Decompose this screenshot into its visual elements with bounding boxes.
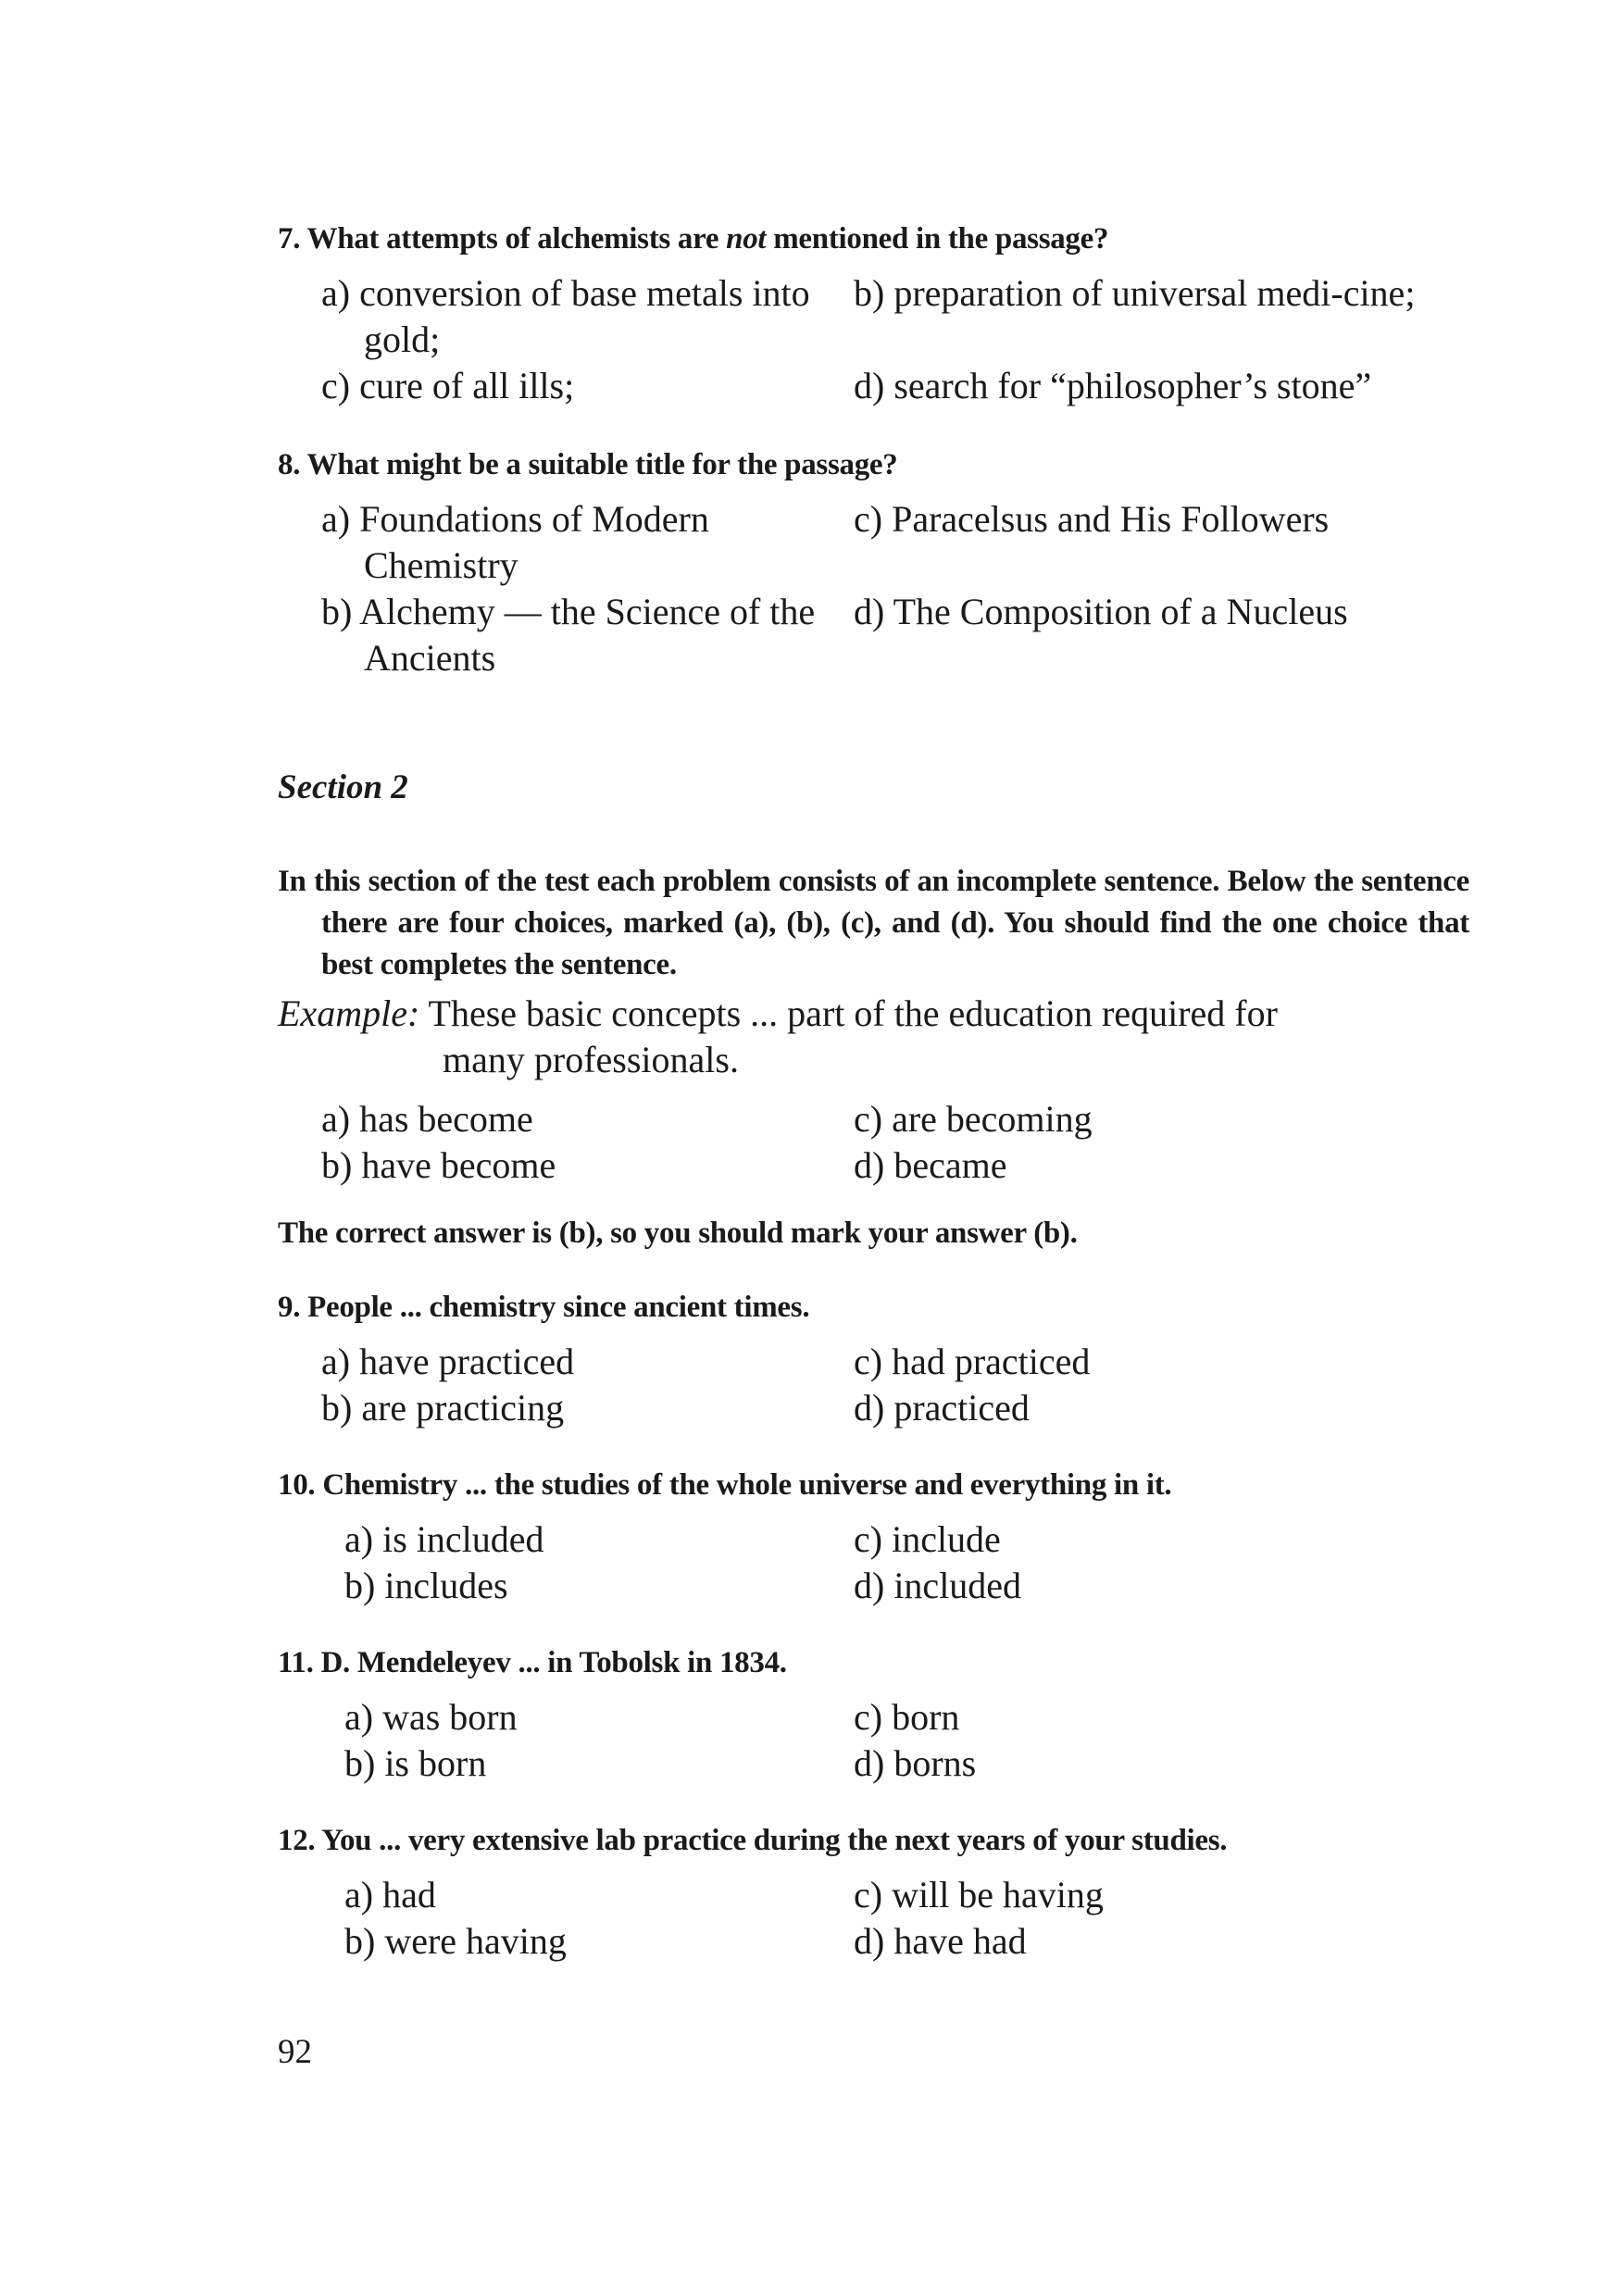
question-11 <box>278 1642 1426 1796</box>
question-10-text: 10. Chemistry ... the studies of the whole universe and everything in it. <box>278 1468 1172 1502</box>
option-b: b) is born <box>344 1742 487 1784</box>
question-7-options <box>278 270 1426 418</box>
question-8 <box>278 444 1426 691</box>
question-9 <box>278 1287 1426 1441</box>
example <box>278 991 1426 1198</box>
example-label: Example: <box>278 992 420 1034</box>
page-number: 92 <box>278 2033 312 2071</box>
question-12-options <box>278 1872 1426 1974</box>
option-d: d) included <box>854 1565 1022 1606</box>
option-a: a) conversion of base metals into gold; <box>321 272 810 360</box>
question-9-text: 9. People ... chemistry since ancient times. <box>278 1291 810 1324</box>
option-d: d) The Composition of a Nucleus <box>854 591 1348 632</box>
option-c: c) will be having <box>854 1874 1104 1915</box>
option-b: b) Alchemy — the Science of the Ancients <box>321 591 816 679</box>
option-a: a) has become <box>321 1098 533 1140</box>
option-a: a) is included <box>344 1518 544 1560</box>
example-sentence-line2: many professionals. <box>443 1039 739 1080</box>
option-a: a) Foundations of Modern Chemistry <box>321 498 709 586</box>
question-8-text: 8. What might be a suitable title for the passage? <box>278 448 898 481</box>
question-7 <box>278 218 1426 418</box>
question-9-options <box>278 1339 1426 1441</box>
option-d: d) became <box>854 1144 1007 1186</box>
question-10-options <box>278 1516 1426 1618</box>
option-b: b) were having <box>344 1920 567 1962</box>
option-b: b) are practicing <box>321 1387 565 1429</box>
question-11-options <box>278 1694 1426 1796</box>
question-12 <box>278 1820 1426 1974</box>
question-12-text: 12. You ... very extensive lab practice during the next years of your studies. <box>278 1824 1228 1857</box>
option-c: c) cure of all ills; <box>321 365 575 406</box>
option-c: c) Paracelsus and His Followers <box>854 498 1330 540</box>
option-b: b) have become <box>321 1144 556 1186</box>
question-8-options <box>278 496 1426 691</box>
question-10 <box>278 1465 1426 1618</box>
example-options <box>278 1096 1426 1198</box>
section-instructions: In this section of the test each problem consists of an incomplete sentence. Below the sentence there are four choices, marked (a), (b), (c), and (d). You should find the one choice that best completes the sentence. <box>278 865 1469 981</box>
option-c: c) born <box>854 1696 960 1738</box>
option-c: c) are becoming <box>854 1098 1093 1140</box>
option-c: c) had practiced <box>854 1341 1091 1382</box>
option-c: c) include <box>854 1518 1001 1560</box>
option-a: a) was born <box>344 1696 518 1738</box>
example-sentence-line1: These basic concepts ... part of the education required for <box>428 992 1278 1034</box>
option-a: a) have practiced <box>321 1341 575 1382</box>
option-d: d) practiced <box>854 1387 1030 1429</box>
question-7-text: 7. What attempts of alchemists are not mentioned in the passage? <box>278 222 1109 256</box>
option-b: b) preparation of universal medi-cine; <box>854 272 1416 314</box>
option-a: a) had <box>344 1874 436 1915</box>
option-d: d) search for “philosopher’s stone” <box>854 365 1372 406</box>
correct-answer-note: The correct answer is (b), so you should mark your answer (b). <box>278 1217 1078 1250</box>
section-title: Section 2 <box>278 768 408 806</box>
option-d: d) borns <box>854 1742 977 1784</box>
option-d: d) have had <box>854 1920 1027 1962</box>
option-b: b) includes <box>344 1565 508 1606</box>
question-11-text: 11. D. Mendeleyev ... in Tobolsk in 1834. <box>278 1646 787 1679</box>
